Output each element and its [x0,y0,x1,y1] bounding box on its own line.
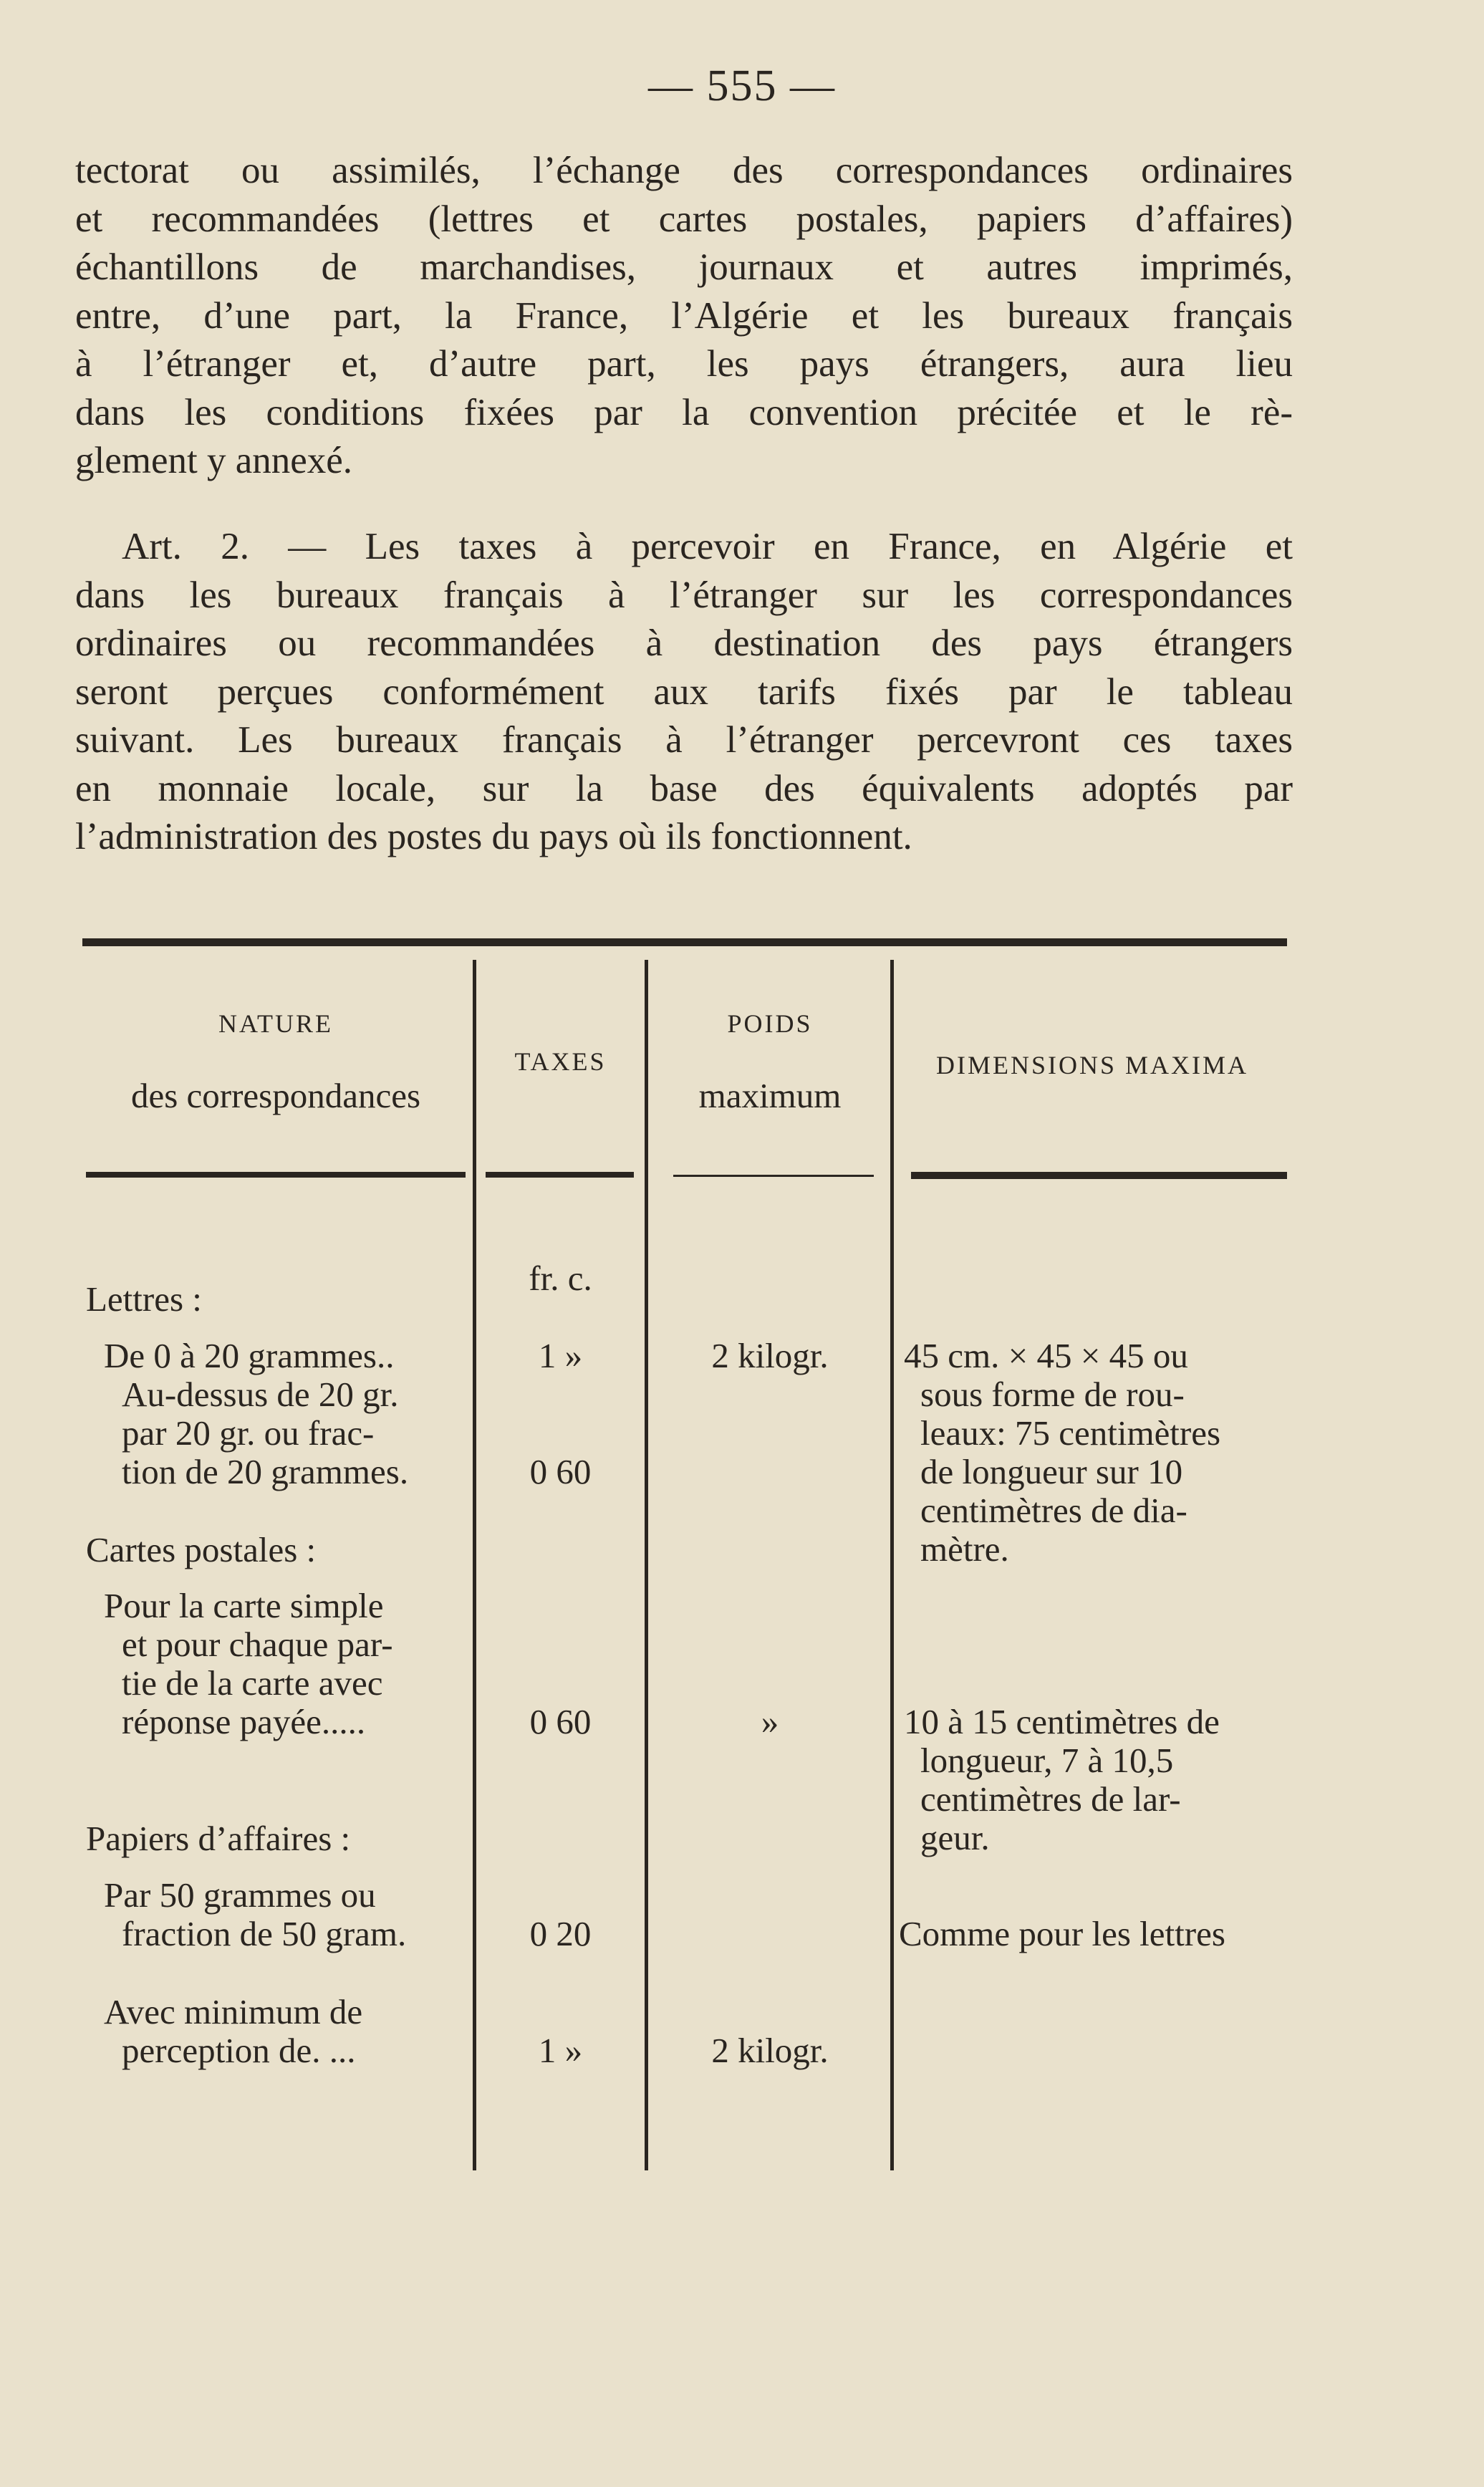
table-cell: 2 kilogr. [711,2031,829,2070]
header-rule-poids [673,1175,874,1177]
table-cell: Avec minimum de [104,1992,363,2031]
paragraph-intro [75,147,1293,486]
table-cell: centimètres de dia- [920,1491,1187,1530]
table-cell: de longueur sur 10 [920,1452,1183,1491]
table-cell: tie de la carte avec [122,1663,383,1703]
table-cell: Comme pour les lettres [899,1914,1225,1953]
section-label-postcards: Cartes postales : [86,1530,317,1569]
header-nature-bottom: des correspondances [130,1076,421,1115]
text-line: glement y annexé. [75,440,353,481]
header-rule-taxes [486,1172,634,1178]
table-cell: perception de. ... [122,2031,356,2070]
header-poids-bottom: maximum [698,1076,842,1115]
text-line: dans les bureaux français à l’étranger sur les correspondances [75,574,1293,616]
text-line: en monnaie locale, sur la base des équivalents adoptés par [75,767,1293,809]
paragraph-article-2 [75,523,1293,862]
text-line: ordinaires ou recommandées à destination des pays étrangers [75,622,1293,664]
table-cell: mètre. [920,1529,1009,1569]
header-rule-dimensions [911,1172,1287,1179]
text-line: Art. 2. — Les taxes à percevoir en France, en Algérie et [122,526,1293,567]
table-cell: et pour chaque par- [122,1625,393,1664]
header-taxes: TAXES [514,1047,607,1076]
header-rule-nature [86,1172,466,1178]
table-cell: Par 50 grammes ou [104,1875,376,1915]
section-label-business-papers: Papiers d’affaires : [86,1819,351,1858]
table-cell: Au-dessus de 20 gr. [122,1375,399,1414]
column-divider [473,960,476,2170]
table-cell: tion de 20 grammes. [122,1452,409,1491]
table-cell: geur. [920,1818,990,1857]
text-line: échantillons de marchandises, journaux et autres imprimés, [75,246,1293,288]
text-line: à l’étranger et, d’autre part, les pays étrangers, aura lieu [75,343,1293,385]
table-top-rule [82,938,1287,946]
table-cell: longueur, 7 à 10,5 [920,1741,1174,1780]
header-nature-top: NATURE [218,1009,333,1038]
table-cell: leaux: 75 centimètres [920,1413,1221,1453]
column-divider [890,960,894,2170]
section-label-letters: Lettres : [86,1279,202,1319]
table-cell: » [761,1702,779,1741]
table-cell: 0 20 [529,1914,592,1953]
table-cell: fraction de 50 gram. [122,1914,407,1953]
table-cell: 1 » [538,2031,583,2070]
table-cell: 2 kilogr. [711,1336,829,1375]
page-number: — 555 — [648,62,836,110]
table-cell: 0 60 [529,1452,592,1491]
table-cell: Pour la carte simple [104,1586,384,1625]
text-line: entre, d’une part, la France, l’Algérie et les bureaux français [75,294,1293,337]
text-line: et recommandées (lettres et cartes postales, papiers d’affaires) [75,198,1293,240]
text-line: dans les conditions fixées par la convention précitée et le rè- [75,391,1293,433]
table-cell: 10 à 15 centimètres de [904,1702,1220,1741]
table-cell: 45 cm. × 45 × 45 ou [904,1336,1188,1375]
header-dimensions: DIMENSIONS MAXIMA [935,1051,1248,1079]
text-line: l’administration des postes du pays où ils fonctionnent. [75,816,912,857]
table-cell: 0 60 [529,1702,592,1741]
table-cell: 1 » [538,1336,583,1375]
table-cell: réponse payée..... [122,1702,366,1741]
text-line: suivant. Les bureaux français à l’étranger percevront ces taxes [75,719,1293,761]
currency-unit: fr. c. [529,1259,592,1298]
text-line: seront perçues conformément aux tarifs fixés par le tableau [75,670,1293,713]
table-cell: par 20 gr. ou frac- [122,1413,375,1453]
header-poids-top: POIDS [727,1009,813,1038]
text-line: tectorat ou assimilés, l’échange des correspondances ordinaires [75,150,1293,191]
table-cell: sous forme de rou- [920,1375,1185,1414]
table-cell: centimètres de lar- [920,1779,1181,1819]
table-cell: De 0 à 20 grammes.. [104,1336,395,1375]
column-divider [645,960,648,2170]
